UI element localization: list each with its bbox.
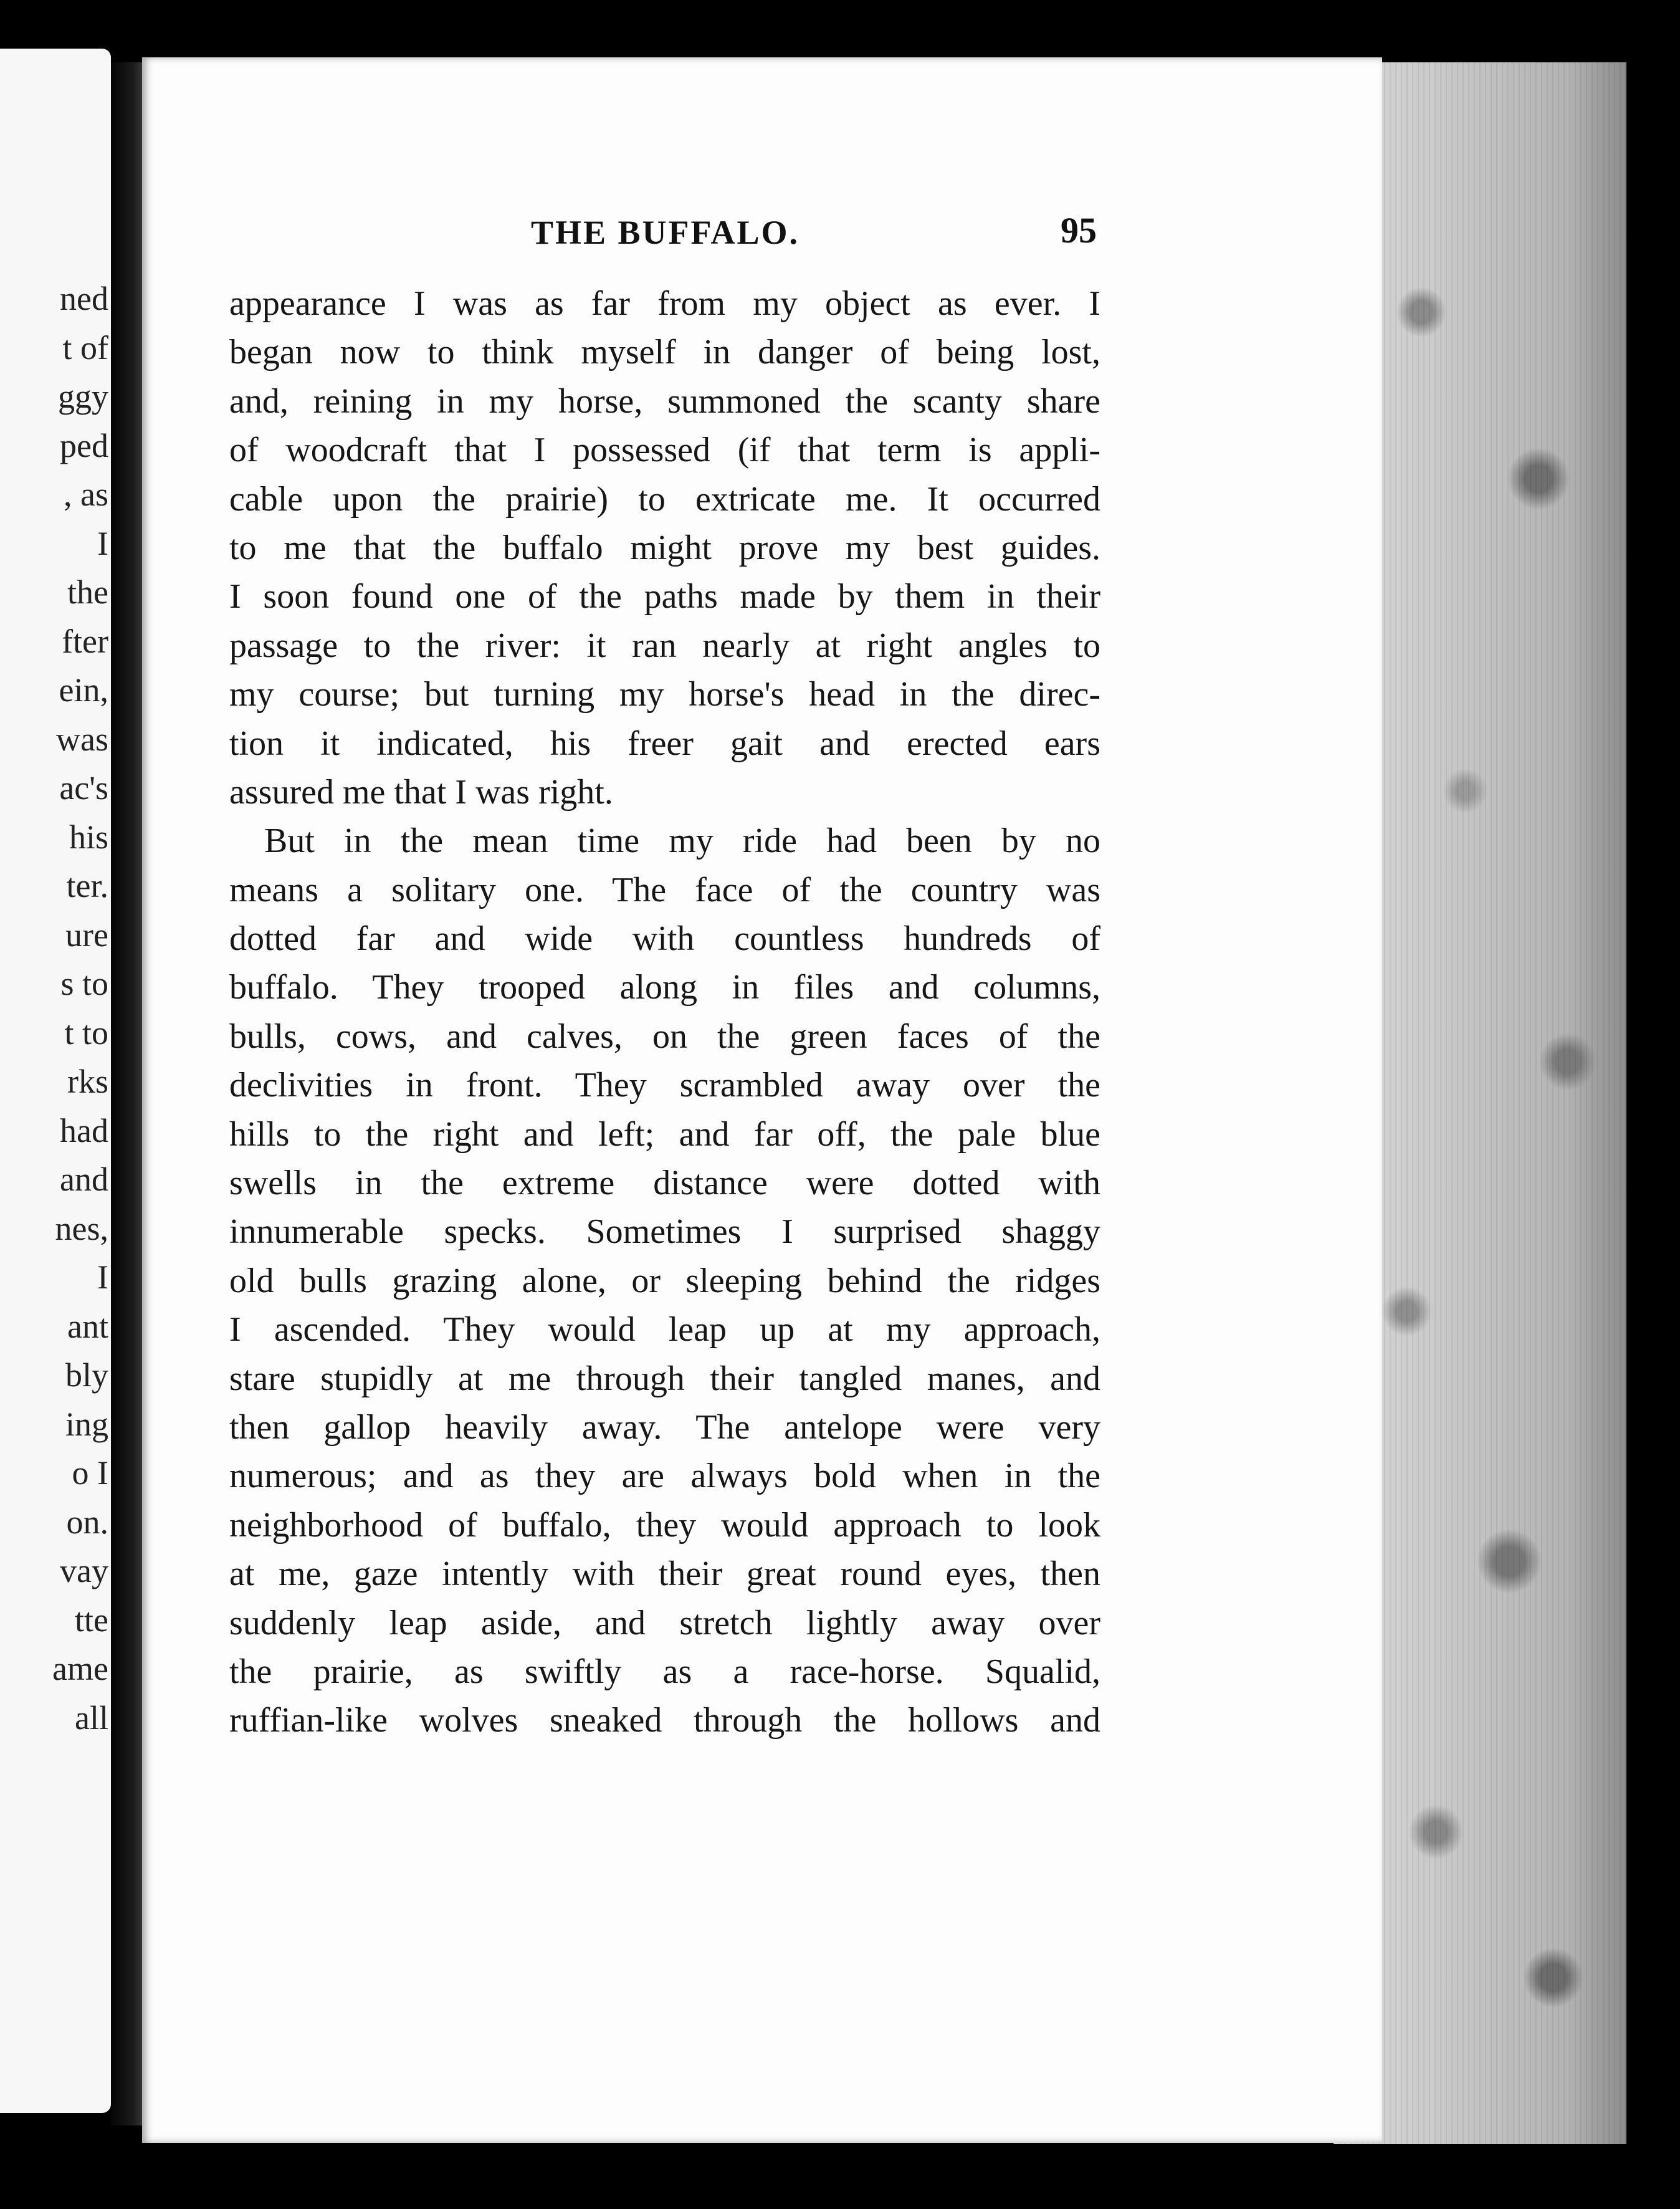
- facing-page-line: and: [60, 1161, 108, 1198]
- text-line: my course; but turning my horse's head in the direc-: [229, 675, 1100, 714]
- text-line: passage to the river: it ran nearly at right angles to: [229, 626, 1100, 665]
- facing-page-line: ein,: [59, 671, 108, 709]
- text-line: ruffian-like wolves sneaked through the hollows and: [229, 1701, 1100, 1740]
- facing-page-line: his: [69, 818, 108, 856]
- facing-page-line: t to: [64, 1013, 108, 1052]
- text-line: numerous; and as they are always bold when in the: [229, 1457, 1100, 1496]
- facing-page-line: ure: [65, 916, 108, 954]
- facing-page-line: ned: [60, 280, 108, 317]
- text-line: swells in the extreme distance were dotted with: [229, 1164, 1100, 1203]
- facing-page-line: ped: [60, 426, 108, 464]
- running-title: THE BUFFALO.: [531, 214, 800, 251]
- facing-page-fragment: [0, 49, 111, 2113]
- facing-page-line: had: [60, 1111, 108, 1149]
- facing-page-line: ant: [67, 1307, 108, 1345]
- facing-page-line: ing: [65, 1405, 108, 1443]
- text-line: appearance I was as far from my object as ever. I: [229, 284, 1100, 323]
- text-line: I soon found one of the paths made by them in their: [229, 577, 1100, 616]
- text-line: I ascended. They would leap up at my approach,: [229, 1310, 1100, 1349]
- text-line: declivities in front. They scrambled away over the: [229, 1066, 1100, 1105]
- facing-page-line: t of: [62, 328, 108, 367]
- facing-page-line: on.: [66, 1503, 108, 1541]
- text-line: means a solitary one. The face of the country was: [229, 870, 1100, 909]
- text-line: stare stupidly at me through their tangled manes, and: [229, 1359, 1100, 1398]
- facing-page-line: was: [56, 720, 108, 758]
- text-line: to me that the buffalo might prove my best guides.: [229, 528, 1100, 567]
- facing-page-line: nes,: [55, 1209, 108, 1247]
- facing-page-line: ggy: [58, 378, 108, 415]
- facing-page-line: I: [97, 1258, 108, 1296]
- text-line: old bulls grazing alone, or sleeping behind the ridges: [229, 1261, 1100, 1300]
- facing-page-line: I: [97, 524, 108, 562]
- text-line: suddenly leap aside, and stretch lightly away over: [229, 1603, 1100, 1642]
- facing-page-line: ac's: [59, 769, 108, 807]
- facing-page-line: vay: [60, 1552, 108, 1589]
- facing-page-line: bly: [65, 1356, 108, 1394]
- facing-page-line: ter.: [66, 867, 108, 904]
- text-line: tion it indicated, his freer gait and erected ears: [229, 724, 1100, 763]
- text-line: began now to think myself in danger of being lost,: [229, 333, 1100, 372]
- text-line: then gallop heavily away. The antelope were very: [229, 1407, 1100, 1447]
- text-line: buffalo. They trooped along in files and columns,: [229, 968, 1100, 1007]
- facing-page-line: all: [75, 1699, 108, 1737]
- text-line: at me, gaze intently with their great round eyes, then: [229, 1555, 1100, 1594]
- facing-page-line: , as: [64, 476, 108, 513]
- facing-page-line: o I: [72, 1454, 108, 1492]
- facing-page-line: ame: [52, 1650, 108, 1687]
- text-line: But in the mean time my ride had been by no: [264, 822, 1100, 861]
- text-line: dotted far and wide with countless hundreds of: [229, 919, 1100, 959]
- text-line: of woodcraft that I possessed (if that term is appli-: [229, 431, 1100, 470]
- text-line: neighborhood of buffalo, they would approach to look: [229, 1505, 1100, 1545]
- text-line: and, reining in my horse, summoned the scanty share: [229, 381, 1100, 421]
- facing-page-text: [0, 274, 108, 1742]
- facing-page-line: tte: [75, 1601, 108, 1639]
- facing-page-line: s to: [60, 965, 108, 1002]
- text-line: hills to the right and left; and far off, the pale blue: [229, 1114, 1100, 1154]
- text-line: innumerable specks. Sometimes I surprised shaggy: [229, 1212, 1100, 1252]
- text-line: the prairie, as swiftly as a race-horse. Squalid,: [229, 1652, 1100, 1691]
- facing-page-line: the: [67, 573, 108, 611]
- page-header: [531, 210, 1104, 257]
- page-number: 95: [1061, 210, 1097, 251]
- text-line: bulls, cows, and calves, on the green faces of the: [229, 1017, 1100, 1056]
- facing-page-line: fter: [62, 622, 108, 660]
- facing-page-line: rks: [67, 1063, 108, 1100]
- text-line: cable upon the prairie) to extricate me. It occurred: [229, 479, 1100, 519]
- text-line: assured me that I was right.: [229, 772, 613, 812]
- body-text: [229, 279, 1100, 1745]
